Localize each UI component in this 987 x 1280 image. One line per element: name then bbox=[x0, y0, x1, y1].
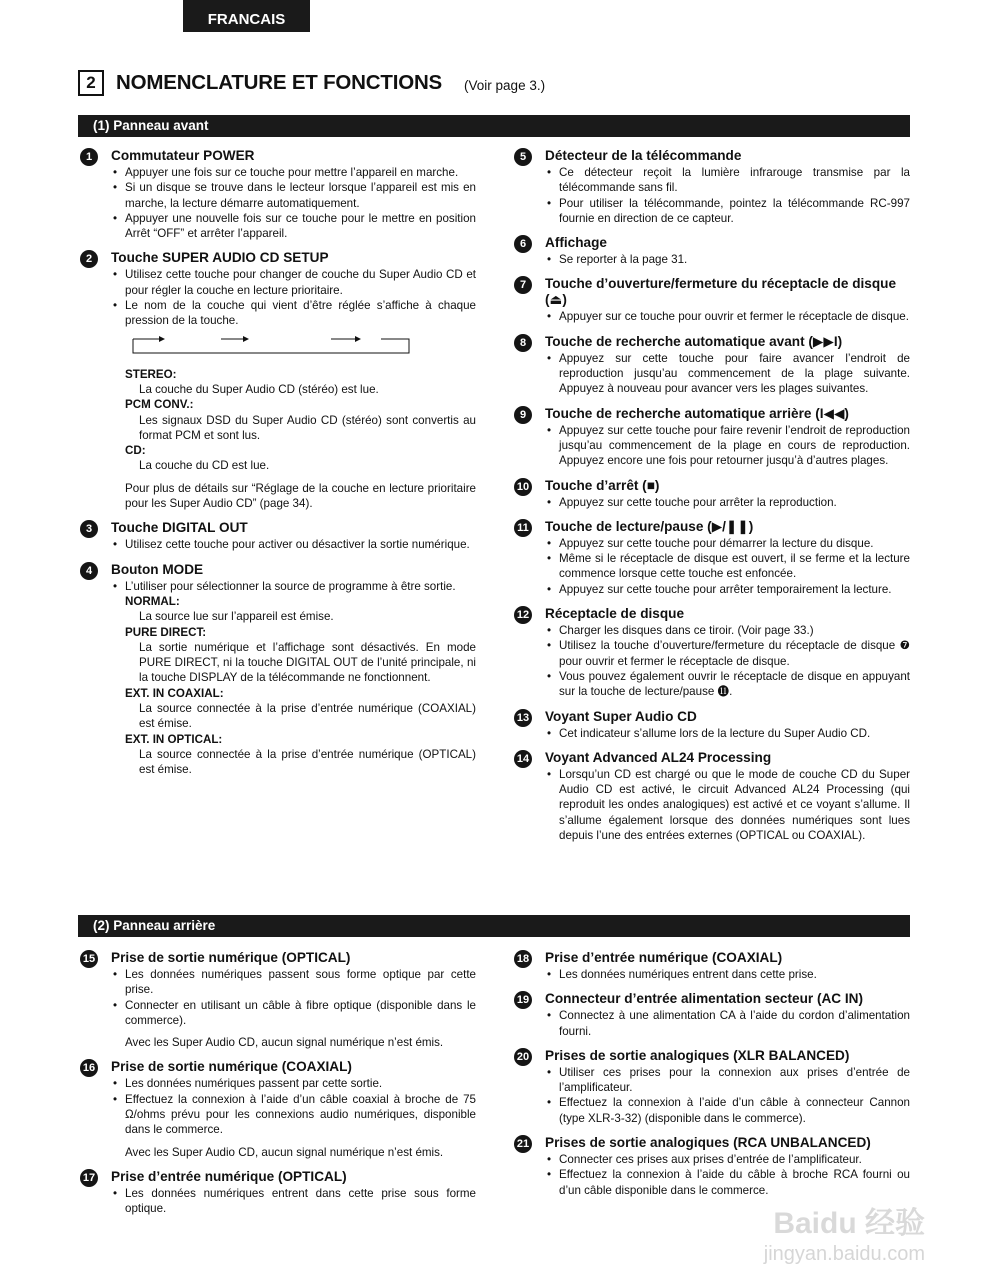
rear-right-column bbox=[514, 950, 910, 1207]
bullet-text: • Utilisez cette touche pour changer de couche du Super Audio CD et pour régler la couche en lecture prioritaire. bbox=[111, 267, 476, 298]
bullet-text: • L’utiliser pour sélectionner la source de programme à être sortie. bbox=[111, 579, 476, 594]
rear-left-column bbox=[80, 950, 476, 1226]
bullet-text: • Le nom de la couche qui vient d’être réglée s’affiche à chaque pression de la touche. bbox=[111, 298, 476, 329]
bullet-text: • Effectuez la connexion à l’aide d’un câble à connecteur Cannon (type XLR-3-32) (disponible dans le commerce). bbox=[545, 1095, 910, 1126]
bullet-text: • Appuyer sur ce touche pour ouvrir et fermer le réceptacle de disque. bbox=[545, 309, 910, 324]
item-number-badge: 12 bbox=[514, 606, 532, 624]
feature-item bbox=[514, 406, 910, 469]
item-title: Prise d’entrée numérique (COAXIAL) bbox=[545, 950, 783, 965]
sub-label: PCM CONV.: bbox=[125, 398, 194, 412]
bullet-text: • Cet indicateur s’allume lors de la lecture du Super Audio CD. bbox=[545, 726, 910, 741]
bullet-text: • Les données numériques entrent dans cette prise. bbox=[545, 967, 910, 982]
sub-label: PURE DIRECT: bbox=[125, 625, 207, 639]
bullet-text: • Les données numériques entrent dans cette prise sous forme optique. bbox=[111, 1186, 476, 1217]
feature-item bbox=[80, 562, 476, 778]
item-note: Avec les Super Audio CD, aucun signal numérique n’est émis. bbox=[125, 1036, 444, 1050]
item-title: Prise de sortie numérique (OPTICAL) bbox=[111, 950, 351, 965]
item-number-badge: 20 bbox=[514, 1048, 532, 1066]
item-title: Bouton MODE bbox=[111, 561, 204, 577]
sub-entry bbox=[111, 625, 476, 686]
bullet-text: • Appuyez sur cette touche pour arrêter la reproduction. bbox=[545, 495, 910, 510]
item-number-badge: 11 bbox=[514, 519, 532, 537]
bullet-text: • Les données numériques passent sous forme optique par cette prise. bbox=[111, 967, 476, 998]
bullet-text: • Si un disque se trouve dans le lecteur lorsque l’appareil est mis en marche, la lecture démarre automatiquement. bbox=[111, 180, 476, 211]
language-tab: FRANCAIS bbox=[183, 0, 310, 32]
item-title: Touche SUPER AUDIO CD SETUP bbox=[111, 250, 329, 266]
feature-item bbox=[514, 606, 910, 699]
watermark-logo: Baidu 经验 bbox=[773, 1207, 925, 1240]
feature-item bbox=[514, 235, 910, 267]
sub-label: EXT. IN OPTICAL: bbox=[125, 732, 223, 746]
item-number-badge: 13 bbox=[514, 709, 532, 727]
feature-item bbox=[514, 148, 910, 226]
bullet-text: • Charger les disques dans ce tiroir. (Voir page 33.) bbox=[545, 623, 910, 638]
item-number-badge: 2 bbox=[80, 250, 98, 268]
feature-item bbox=[514, 276, 910, 324]
page-heading bbox=[78, 68, 545, 98]
bullet-text: • Utilisez la touche d’ouverture/fermeture du réceptacle de disque ❼ pour ouvrir et fermer le réceptacle de disque. bbox=[545, 638, 910, 669]
sub-text: La source connectée à la prise d’entrée numérique (OPTICAL) est émise. bbox=[139, 747, 476, 777]
feature-item bbox=[514, 991, 910, 1039]
feature-item bbox=[80, 950, 476, 1050]
item-number-badge: 18 bbox=[514, 950, 532, 968]
bullet-text: • Les données numériques passent par cette sortie. bbox=[111, 1076, 476, 1091]
item-number-badge: 1 bbox=[80, 148, 98, 166]
item-number-badge: 15 bbox=[80, 950, 98, 968]
bullet-text: • Se reporter à la page 31. bbox=[545, 252, 910, 267]
item-title: Connecteur d’entrée alimentation secteur (AC IN) bbox=[545, 991, 863, 1007]
sub-text: Les signaux DSD du Super Audio CD (stéréo) sont convertis au format PCM et sont lus. bbox=[139, 413, 476, 442]
feature-item bbox=[514, 519, 910, 597]
bullet-text: • Vous pouvez également ouvrir le réceptacle de disque en appuyant sur la touche de lecture/pause ⓫. bbox=[545, 669, 910, 700]
bullet-text: • Lorsqu’un CD est chargé ou que le mode de couche CD du Super Audio CD est activé, le circuit Advanced AL24 Processing (qui reproduit les ondes analogiques) est activé et ce voyant s’allume. Il s’allume également lorsque des données numériques sont lues depuis l’une des entrées externes (OPTICAL ou COAXIAL). bbox=[545, 767, 910, 843]
item-title: Prise de sortie numérique (COAXIAL) bbox=[111, 1059, 352, 1075]
item-number-badge: 14 bbox=[514, 750, 532, 768]
page-title: NOMENCLATURE ET FONCTIONS bbox=[116, 71, 443, 94]
bullet-text: • Appuyer une nouvelle fois sur ce touche pour le mettre en position Arrêt “OFF” et arrêter l’appareil. bbox=[111, 211, 476, 242]
sub-label: CD: bbox=[125, 444, 146, 458]
bullet-text: • Appuyez sur cette touche pour arrêter temporairement la lecture. bbox=[545, 582, 910, 597]
item-title: Touche DIGITAL OUT bbox=[111, 520, 248, 536]
item-title: Réceptacle de disque bbox=[545, 606, 685, 622]
item-number-badge: 9 bbox=[514, 406, 532, 424]
item-note: Pour plus de détails sur “Réglage de la couche en lecture prioritaire pour les Super Audio CD” (page 34). bbox=[125, 481, 476, 511]
sub-text: La source connectée à la prise d’entrée numérique (COAXIAL) est émise. bbox=[139, 702, 476, 731]
bullet-text: • Effectuez la connexion à l’aide du câble à broche RCA fourni ou d’un câble disponible dans le commerce. bbox=[545, 1167, 910, 1198]
item-number-badge: 10 bbox=[514, 478, 532, 496]
section-bar-rear: (2) Panneau arrière bbox=[78, 915, 910, 937]
front-left-column bbox=[80, 148, 476, 787]
item-number-badge: 5 bbox=[514, 148, 532, 166]
feature-item bbox=[514, 334, 910, 397]
sub-entry bbox=[111, 397, 476, 443]
item-title: Affichage bbox=[545, 235, 607, 251]
item-number-badge: 21 bbox=[514, 1135, 532, 1153]
sub-text: La couche du Super Audio CD (stéréo) est lue. bbox=[139, 382, 379, 396]
item-note: Avec les Super Audio CD, aucun signal numérique n’est émis. bbox=[125, 1145, 444, 1159]
bullet-text: • Connecter en utilisant un câble à fibre optique (disponible dans le commerce). bbox=[111, 998, 476, 1029]
sub-text: La couche du CD est lue. bbox=[139, 459, 270, 473]
item-title: Touche d’ouverture/fermeture du réceptacle de disque (⏏) bbox=[545, 276, 897, 308]
item-title: Prises de sortie analogiques (XLR BALANCED) bbox=[545, 1047, 850, 1063]
section-number: 2 bbox=[78, 70, 104, 96]
sub-entry bbox=[111, 367, 476, 398]
bullet-text: • Connecter ces prises aux prises d’entrée de l’amplificateur. bbox=[545, 1152, 910, 1167]
item-title: Touche d’arrêt (■) bbox=[545, 477, 660, 493]
watermark-url: jingyan.baidu.com bbox=[763, 1243, 925, 1265]
bullet-text: • Appuyez sur cette touche pour faire avancer l’endroit de reproduction jusqu’au commencement de la plage suivante. Appuyez à nouveau pour avancer vers les plages suivantes. bbox=[545, 351, 910, 397]
sub-entry bbox=[111, 594, 476, 625]
item-number-badge: 7 bbox=[514, 276, 532, 294]
bullet-text: • Pour utiliser la télécommande, pointez la télécommande RC-997 fournie en direction de ce capteur. bbox=[545, 196, 910, 227]
feature-item bbox=[80, 250, 476, 511]
feature-item bbox=[80, 148, 476, 241]
item-number-badge: 3 bbox=[80, 520, 98, 538]
feature-item bbox=[80, 1169, 476, 1217]
item-title: Détecteur de la télécommande bbox=[545, 148, 742, 163]
feature-item bbox=[80, 1059, 476, 1159]
bullet-text: • Appuyez sur cette touche pour faire revenir l’endroit de reproduction jusqu’au commencement de la plage en cours de reproduction. Appuyez encore une fois pour retourner jusqu’à d’autres plages. bbox=[545, 423, 910, 469]
bullet-text: • Utiliser ces prises pour la connexion aux prises d’entrée de l’amplificateur. bbox=[545, 1065, 910, 1096]
feature-item bbox=[514, 478, 910, 510]
bullet-text: • Utilisez cette touche pour activer ou désactiver la sortie numérique. bbox=[111, 537, 476, 552]
bullet-text: • Connectez à une alimentation CA à l’aide du cordon d’alimentation fourni. bbox=[545, 1008, 910, 1039]
sub-entry bbox=[111, 443, 476, 474]
item-number-badge: 19 bbox=[514, 991, 532, 1009]
bullet-text: • Ce détecteur reçoit la lumière infrarouge transmise par la télécommande sans fil. bbox=[545, 165, 910, 196]
cycle-arrows bbox=[131, 335, 411, 357]
sub-label: STEREO: bbox=[125, 367, 177, 381]
item-title: Prise d’entrée numérique (OPTICAL) bbox=[111, 1168, 347, 1184]
sub-label: NORMAL: bbox=[125, 594, 180, 608]
bullet-text: • Même si le réceptacle de disque est ouvert, il se ferme et la lecture commence lorsque cette touche est enfoncée. bbox=[545, 551, 910, 582]
item-number-badge: 16 bbox=[80, 1059, 98, 1077]
item-number-badge: 8 bbox=[514, 334, 532, 352]
item-title: Voyant Advanced AL24 Processing bbox=[545, 749, 772, 765]
bullet-text: • Appuyez sur cette touche pour démarrer la lecture du disque. bbox=[545, 536, 910, 551]
item-title: Touche de lecture/pause (▶/❚❚) bbox=[545, 518, 754, 534]
sub-text: La source lue sur l’appareil est émise. bbox=[139, 610, 334, 624]
sub-text: La sortie numérique et l’affichage sont désactivés. En mode PURE DIRECT, ni la touche DIGITAL OUT de l’unité principale, ni la touche DISPLAY de la télécommande ne fonctionnent. bbox=[139, 640, 476, 685]
bullet-text: • Effectuez la connexion à l’aide d’un câble coaxial à broche de 75 Ω/ohms prévu pour les connexions audio numériques, disponible dans le commerce. bbox=[111, 1092, 476, 1138]
section-bar-front: (1) Panneau avant bbox=[78, 115, 910, 137]
sub-entry bbox=[111, 732, 476, 778]
feature-item bbox=[514, 750, 910, 843]
feature-item bbox=[514, 709, 910, 741]
sub-entry bbox=[111, 686, 476, 732]
feature-item bbox=[514, 1135, 910, 1198]
layer-cycle-diagram bbox=[131, 335, 411, 357]
page-reference: (Voir page 3.) bbox=[464, 77, 546, 93]
item-title: Voyant Super Audio CD bbox=[545, 708, 697, 724]
feature-item bbox=[80, 520, 476, 552]
item-number-badge: 4 bbox=[80, 562, 98, 580]
feature-item bbox=[514, 1048, 910, 1126]
item-title: Touche de recherche automatique avant (▶▶I) bbox=[545, 333, 843, 349]
item-title: Commutateur POWER bbox=[111, 148, 255, 163]
bullet-text: • Appuyer une fois sur ce touche pour mettre l’appareil en marche. bbox=[111, 165, 476, 180]
sub-label: EXT. IN COAXIAL: bbox=[125, 686, 224, 700]
front-right-column bbox=[514, 148, 910, 852]
feature-item bbox=[514, 950, 910, 982]
item-title: Touche de recherche automatique arrière (I◀◀) bbox=[545, 405, 849, 421]
item-title: Prises de sortie analogiques (RCA UNBALANCED) bbox=[545, 1135, 871, 1151]
item-number-badge: 6 bbox=[514, 235, 532, 253]
item-number-badge: 17 bbox=[80, 1169, 98, 1187]
